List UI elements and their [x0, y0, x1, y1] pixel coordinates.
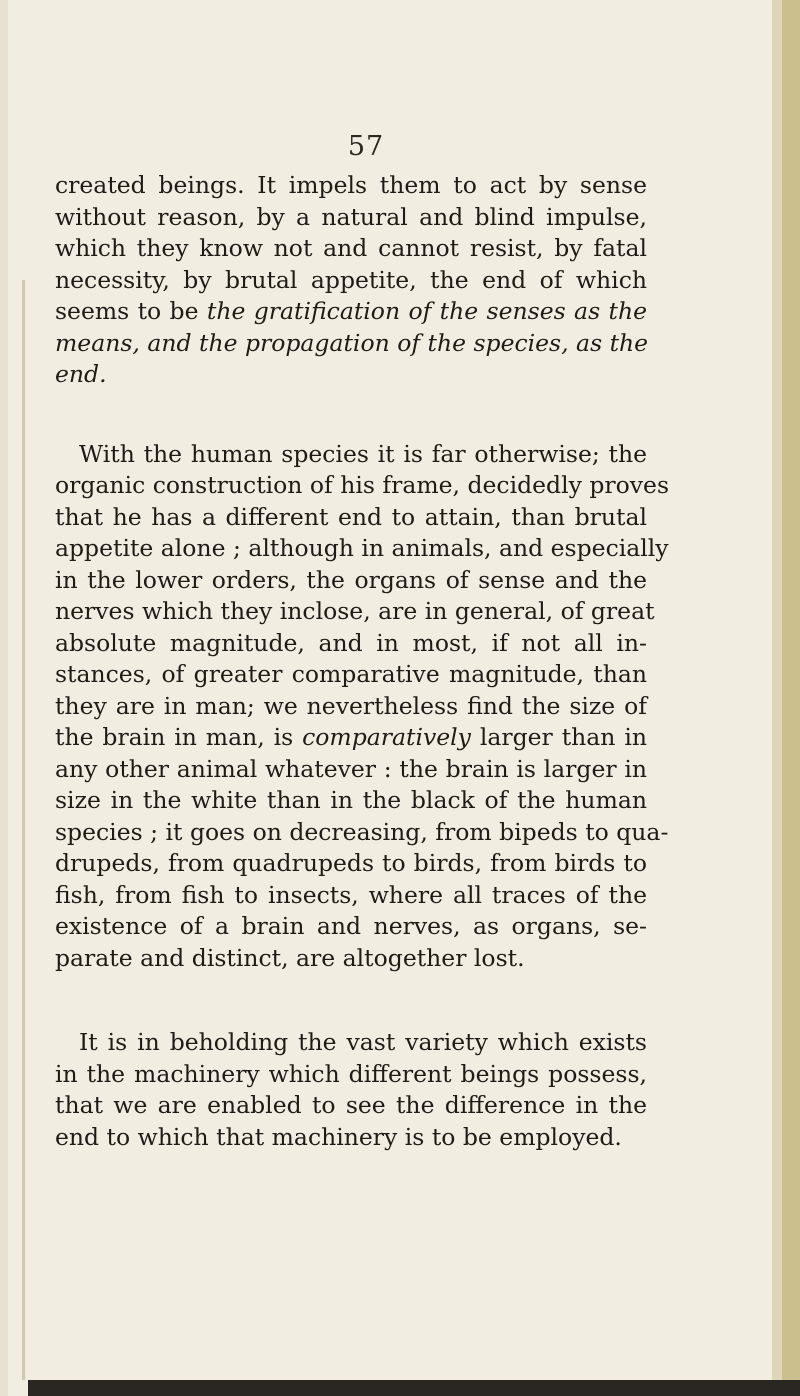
text-line	[55, 943, 647, 975]
text-run: species ; it goes on decreasing, from bipeds to qua-	[55, 817, 669, 846]
text-run: fish, from fish to insects, where all traces of the	[55, 880, 647, 909]
text-run: in the machinery which different beings possess,	[55, 1059, 647, 1088]
text-line	[55, 911, 647, 943]
text-line	[55, 848, 647, 880]
text-run: seems to be	[55, 297, 207, 325]
text-run: that we are enabled to see the difference in the	[55, 1091, 647, 1119]
italic-text: end.	[55, 360, 107, 388]
text-run: appetite alone ; although in animals, and especially	[55, 534, 669, 562]
text-run: without reason, by a natural and blind impulse,	[55, 202, 647, 231]
italic-text: means, and the propagation of the species, as the	[55, 328, 649, 357]
text-line	[55, 533, 669, 565]
text-line	[55, 659, 647, 691]
text-line	[55, 754, 647, 786]
text-run: created beings. It impels them to act by sense	[55, 171, 647, 199]
text-run: the brain in man, is	[55, 723, 303, 751]
paragraph	[55, 1027, 647, 1153]
text-line	[55, 691, 647, 723]
text-run: With the human species it is far otherwise; the	[79, 439, 647, 468]
text-line	[55, 565, 647, 597]
text-line	[55, 233, 647, 265]
italic-text: the gratification of the senses as the	[206, 297, 647, 325]
page-number: 57	[347, 131, 385, 162]
text-run: in the lower orders, the organs of sense and the	[55, 565, 647, 594]
text-line	[55, 296, 647, 328]
text-run: which they know not and cannot resist, by fatal	[55, 234, 647, 262]
text-line	[55, 817, 669, 849]
text-run: It is in beholding the vast variety which exists	[79, 1028, 647, 1056]
text-line	[55, 502, 647, 534]
text-line	[55, 170, 647, 202]
text-line	[55, 328, 647, 360]
text-line	[55, 1090, 647, 1122]
paragraph	[55, 439, 670, 975]
paragraph	[55, 170, 647, 391]
text-line	[55, 628, 647, 660]
body-text	[55, 170, 670, 1153]
text-line	[55, 1027, 647, 1059]
text-run: that he has a different end to attain, than brutal	[55, 502, 647, 531]
text-run: nerves which they inclose, are in general, of great	[55, 597, 655, 625]
page-right-edge-shadow	[772, 0, 782, 1396]
page-left-edge	[0, 0, 8, 1396]
text-run: absolute magnitude, and in most, if not all in-	[55, 628, 647, 657]
page-bottom-edge	[28, 1380, 800, 1396]
text-line	[55, 439, 647, 471]
text-line	[55, 202, 647, 234]
italic-text: comparatively	[302, 723, 471, 751]
text-run: stances, of greater comparative magnitude, than	[55, 660, 647, 688]
text-run: parate and distinct, are altogether lost.	[55, 943, 525, 972]
text-run: any other animal whatever : the brain is larger in	[55, 754, 647, 783]
text-line	[55, 880, 647, 912]
text-line	[55, 596, 655, 628]
paragraph-gap	[55, 974, 647, 1027]
text-line	[55, 785, 647, 817]
text-run: drupeds, from quadrupeds to birds, from birds to	[55, 849, 647, 877]
text-line	[55, 470, 670, 502]
text-line	[55, 265, 647, 297]
text-run: necessity, by brutal appetite, the end of which	[55, 265, 647, 294]
paragraph-gap	[55, 391, 647, 439]
text-run: larger than in	[470, 723, 647, 751]
text-line	[55, 722, 647, 754]
text-run: they are in man; we nevertheless find the size of	[55, 691, 647, 720]
text-run: existence of a brain and nerves, as organs, se-	[55, 912, 647, 940]
page-gutter-shadow	[22, 280, 25, 1380]
text-run: organic construction of his frame, decidedly proves	[55, 471, 670, 499]
text-run: size in the white than in the black of the human	[55, 786, 647, 814]
text-line	[55, 1122, 647, 1154]
text-line	[55, 1059, 647, 1091]
page-right-edge	[782, 0, 800, 1396]
text-line	[55, 359, 647, 391]
text-run: end to which that machinery is to be employed.	[55, 1122, 622, 1151]
